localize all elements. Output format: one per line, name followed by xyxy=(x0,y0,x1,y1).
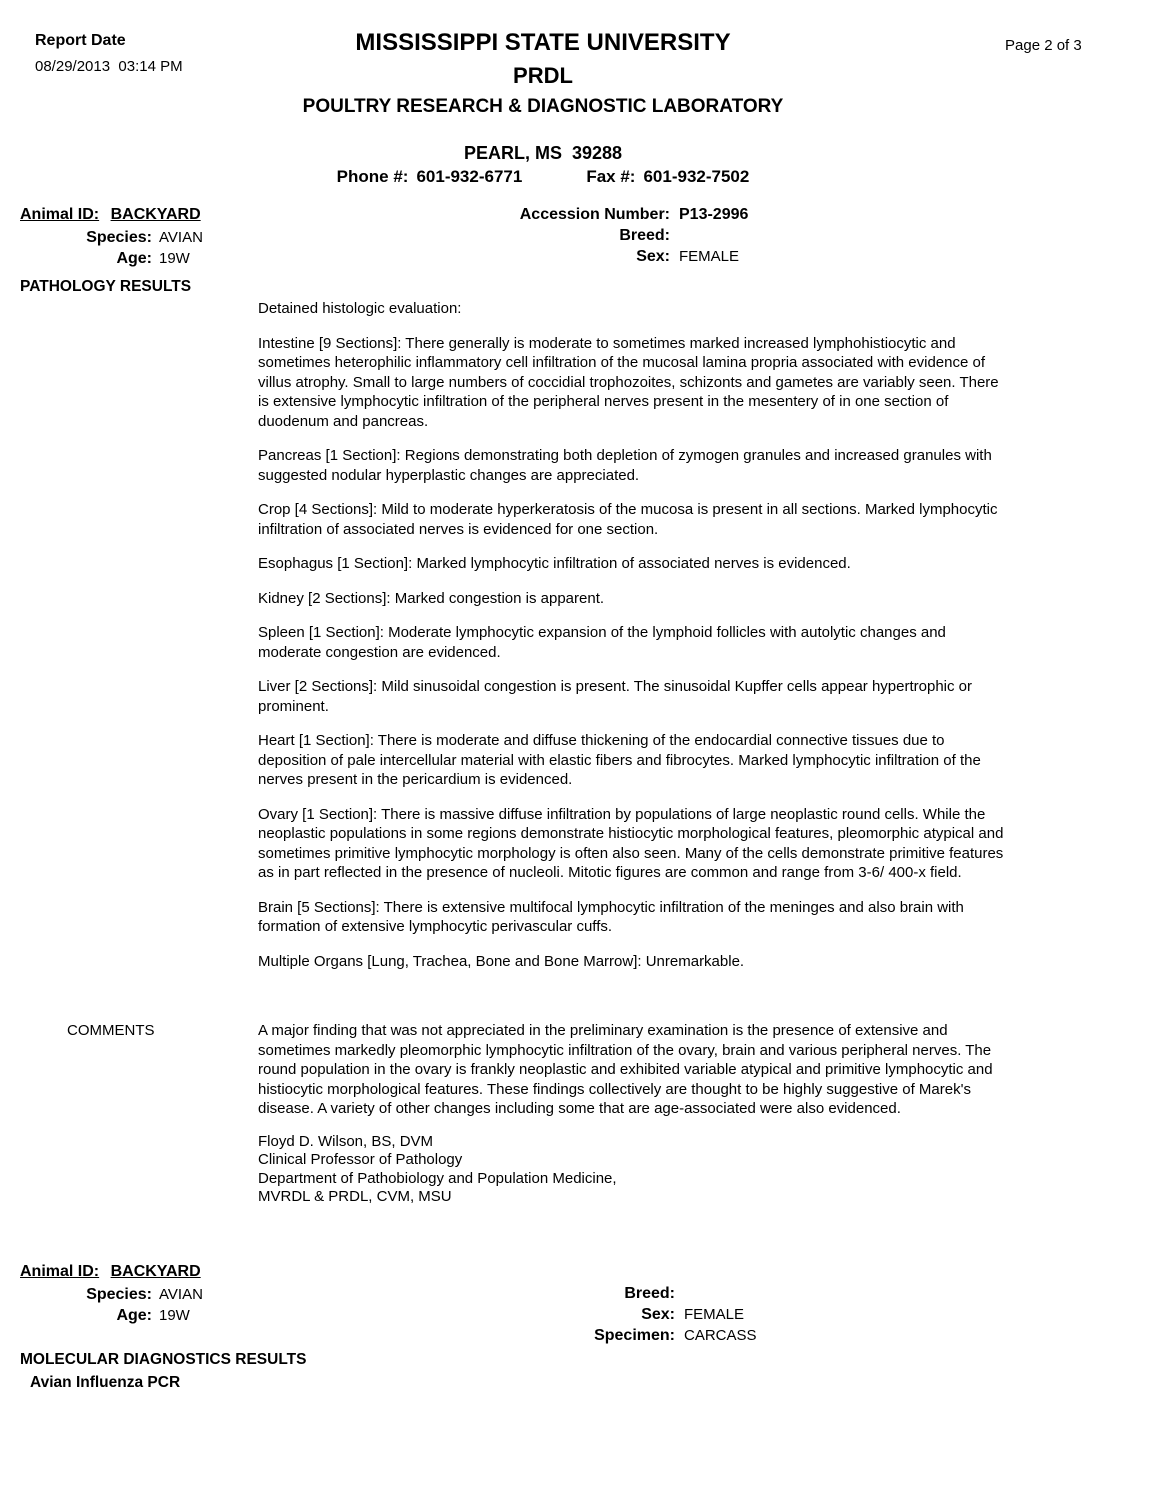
sex-row xyxy=(430,1306,910,1327)
species-value: AVIAN xyxy=(159,1285,203,1303)
age-value: 19W xyxy=(159,1306,190,1324)
contact-line xyxy=(0,167,1086,186)
animal-id-value: BACKYARD xyxy=(110,206,201,223)
molecular-diagnostics-heading: MOLECULAR DIAGNOSTICS RESULTS xyxy=(20,1350,307,1368)
age-value: 19W xyxy=(159,250,190,267)
signature-block xyxy=(258,1133,1159,1207)
species-value: AVIAN xyxy=(159,229,203,246)
species-label: Species: xyxy=(86,229,152,246)
breed-row xyxy=(430,227,910,248)
specimen-row xyxy=(430,1327,910,1348)
finding-brain: Brain [5 Sections]: There is extensive multifocal lymphocytic infiltration of the meninges and also brain with formation of extensive lymphocytic perivascular cuffs. xyxy=(258,898,964,935)
address-line: PEARL, MS 39288 xyxy=(463,143,623,163)
comments-section xyxy=(0,1021,1159,1119)
animal-id-value: BACKYARD xyxy=(110,1262,201,1280)
fax-value: 601-932-7502 xyxy=(643,167,750,186)
pathology-results-heading: PATHOLOGY RESULTS xyxy=(20,278,192,295)
department-name: POULTRY RESEARCH & DIAGNOSTIC LABORATORY xyxy=(302,96,784,117)
accession-column xyxy=(430,206,910,269)
phone-label: Phone #: xyxy=(336,167,409,186)
finding-pancreas: Pancreas [1 Section]: Regions demonstrating both depletion of zymogen granules and increased granules with suggested nodular hyperplastic changes are appreciated. xyxy=(258,447,992,484)
test-name-avian-influenza-pcr: Avian Influenza PCR xyxy=(30,1373,181,1391)
histology-intro: Detained histologic evaluation: xyxy=(258,300,462,317)
sex-value: FEMALE xyxy=(679,248,740,265)
phone-pair xyxy=(337,167,523,186)
animal-id-label: Animal ID: xyxy=(20,1262,100,1280)
comments-label: COMMENTS xyxy=(67,1022,155,1039)
accession-row xyxy=(430,206,910,227)
report-date-label: Report Date xyxy=(35,32,126,49)
pathology-body xyxy=(258,299,1010,971)
breed-row xyxy=(430,1285,910,1306)
accession-label: Accession Number: xyxy=(519,206,670,223)
age-label: Age: xyxy=(116,250,152,267)
comments-text: A major finding that was not appreciated in the preliminary examination is the presence of extensive and sometimes markedly pleomorphic lymphocytic infiltration of the ovary, brain and various peripheral nerves. The round population in the ovary is frankly neoplastic and exhibited variable atypical and primitive lymphocytic and histiocytic morphological features. These findings collectively are thought to be highly suggestive of Marek's disease. A variety of other changes including some that are age-associated were also evidenced. xyxy=(258,1022,993,1117)
animal-info-bottom xyxy=(0,1263,1159,1351)
animal-id-label: Animal ID: xyxy=(20,206,100,223)
page-indicator: Page 2 of 3 xyxy=(1005,37,1082,54)
phone-value: 601-932-6771 xyxy=(416,167,523,186)
report-date-value: 08/29/2013 03:14 PM xyxy=(35,58,183,75)
fax-label: Fax #: xyxy=(586,167,636,186)
finding-crop: Crop [4 Sections]: Mild to moderate hyperkeratosis of the mucosa is present in all sections. Marked lymphocytic infiltration of associated nerves is evidenced for one section. xyxy=(258,501,998,538)
finding-intestine: Intestine [9 Sections]: There generally is moderate to sometimes marked increased lymphohistiocytic and sometimes heterophilic inflammatory cell infiltration of the mucosal lamina propria associated with evidence of villus atrophy. Small to large numbers of coccidial trophozoites, schizonts and gametes are variably seen. There is extensive lymphocytic infiltration of the peripheral nerves present in the mesentery of in one section of duodenum and pancreas. xyxy=(258,334,999,430)
signer-title: Clinical Professor of Pathology xyxy=(258,1151,463,1168)
report-date-block xyxy=(35,32,183,75)
sex-value: FEMALE xyxy=(684,1305,745,1323)
sex-label: Sex: xyxy=(641,1305,675,1323)
fax-pair xyxy=(586,167,749,186)
breed-label: Breed: xyxy=(624,1284,675,1302)
finding-spleen: Spleen [1 Section]: Moderate lymphocytic expansion of the lymphoid follicles with autolytic changes and moderate congestion are evidenced. xyxy=(258,624,946,661)
finding-kidney: Kidney [2 Sections]: Marked congestion is apparent. xyxy=(258,589,605,607)
signer-name: Floyd D. Wilson, BS, DVM xyxy=(258,1132,434,1150)
breed-label: Breed: xyxy=(619,227,670,244)
signer-institution: MVRDL & PRDL, CVM, MSU xyxy=(258,1188,452,1205)
finding-esophagus: Esophagus [1 Section]: Marked lymphocytic infiltration of associated nerves is evidenced. xyxy=(258,555,851,572)
sex-label: Sex: xyxy=(636,248,670,265)
finding-heart: Heart [1 Section]: There is moderate and diffuse thickening of the endocardial connective tissues due to deposition of pale intercellular material with elastic fibers and fibrocytes. Marked lymphocytic infiltration of the nerves present in the pericardium is evidenced. xyxy=(258,732,981,788)
animal-info-top xyxy=(0,206,1159,275)
finding-multiple-organs: Multiple Organs [Lung, Trachea, Bone and Bone Marrow]: Unremarkable. xyxy=(258,952,745,970)
university-name: MISSISSIPPI STATE UNIVERSITY xyxy=(355,29,731,56)
species-label: Species: xyxy=(86,1285,152,1303)
specimen-label: Specimen: xyxy=(594,1326,675,1344)
animal-id-row xyxy=(20,1263,1159,1286)
specimen-column xyxy=(430,1285,910,1348)
accession-value: P13-2996 xyxy=(679,206,749,223)
finding-ovary: Ovary [1 Section]: There is massive diffuse infiltration by populations of large neoplastic round cells. While the neoplastic populations in some regions demonstrate histiocytic morphological features, pleomorphic atypical and sometimes primitive lymphocytic morphology is often also seen. Many of the cells demonstrate primitive features as in part reflected in the presence of nucleoli. Mitotic figures are common and range from 3-6/ 400-x field. xyxy=(258,805,1004,881)
sex-row xyxy=(430,248,910,269)
age-label: Age: xyxy=(116,1306,152,1324)
specimen-value: CARCASS xyxy=(684,1326,757,1344)
finding-liver: Liver [2 Sections]: Mild sinusoidal congestion is present. The sinusoidal Kupffer cells appear hypertrophic or prominent. xyxy=(258,678,973,715)
signer-department: Department of Pathobiology and Population Medicine, xyxy=(258,1169,617,1187)
department-abbreviation: PRDL xyxy=(513,63,573,88)
